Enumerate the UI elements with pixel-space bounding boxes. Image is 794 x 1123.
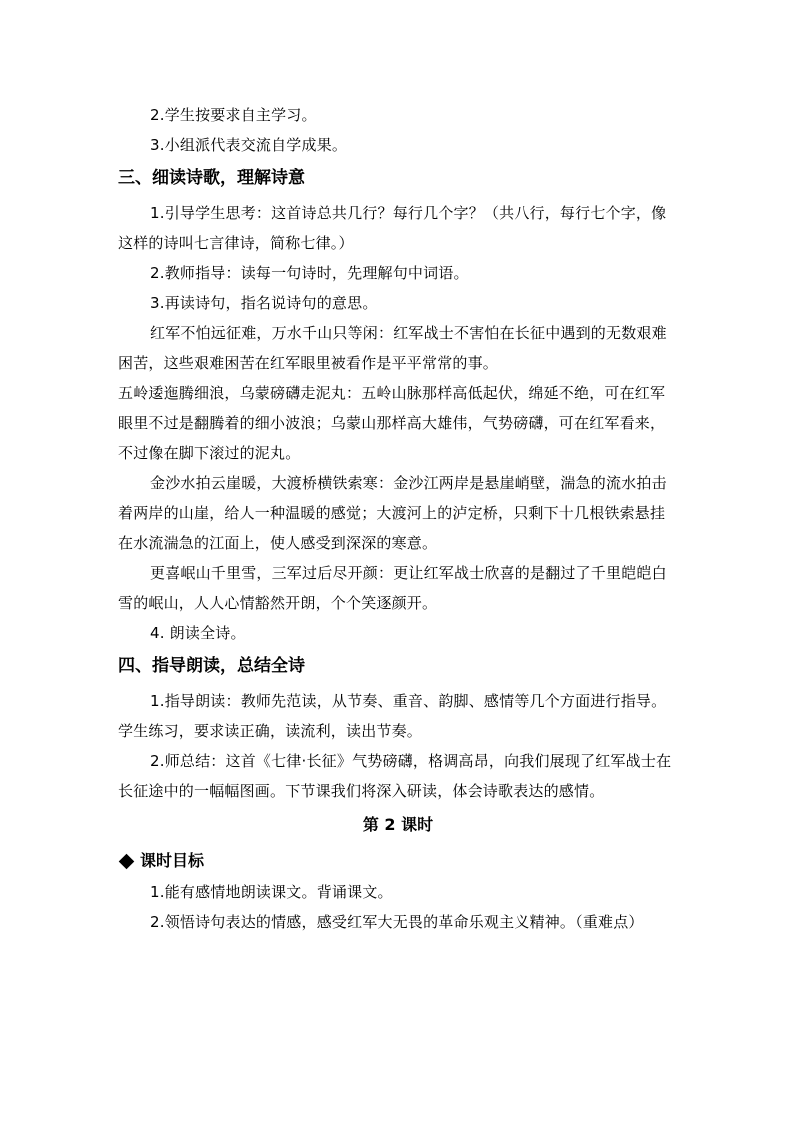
block-text: 1.能有感情地朗读课文。背诵课文。 [150, 883, 393, 901]
block-text: 更喜岷山千里雪，三军过后尽开颜：更让红军战士欣喜的是翻过了千里皑皑白雪的岷山，人人心情豁然开朗，个个笑逐颜开。 [118, 564, 667, 612]
goal-heading [118, 845, 678, 877]
paragraph [118, 907, 678, 937]
block-text: 课时目标 [140, 851, 205, 870]
diamond-bullet-icon [119, 853, 135, 869]
paragraph [118, 468, 678, 558]
paragraph [118, 686, 678, 746]
block-text: 四、指导朗读，总结全诗 [118, 656, 305, 676]
block-text: 2.教师指导：读每一句诗时，先理解句中词语。 [150, 264, 469, 282]
block-text: 4. 朗读全诗。 [150, 624, 246, 642]
block-text: 2.领悟诗句表达的情感，感受红军大无畏的革命乐观主义精神。（重难点） [150, 913, 644, 931]
document-body [118, 100, 678, 937]
paragraph [118, 318, 678, 378]
block-text: 2.学生按要求自主学习。 [150, 106, 317, 124]
paragraph [118, 558, 678, 618]
paragraph [118, 618, 678, 648]
paragraph [118, 877, 678, 907]
block-text: 3.再读诗句，指名说诗句的意思。 [150, 294, 378, 312]
block-text: 红军不怕远征难，万水千山只等闲：红军战士不害怕在长征中遇到的无数艰难困苦，这些艰难困苦在红军眼里被看作是平平常常的事。 [118, 324, 667, 372]
block-text: 1.指导朗读：教师先范读，从节奏、重音、韵脚、感情等几个方面进行指导。学生练习，要求读正确，读流利，读出节奏。 [118, 692, 667, 740]
paragraph [118, 746, 678, 806]
block-text: 1.引导学生思考：这首诗总共几行？每行几个字？（共八行，每行七个字，像这样的诗叫七言律诗，简称七律。） [118, 204, 667, 252]
block-text: 金沙水拍云崖暖，大渡桥横铁索寒：金沙江两岸是悬崖峭壁，湍急的流水拍击着两岸的山崖，给人一种温暖的感觉；大渡河上的泸定桥，只剩下十几根铁索悬挂在水流湍急的江面上，使人感受到深深的寒意。 [118, 474, 667, 552]
block-text: 五岭逶迤腾细浪，乌蒙磅礴走泥丸：五岭山脉那样高低起伏，绵延不绝，可在红军眼里不过是翻腾着的细小波浪；乌蒙山那样高大雄伟，气势磅礴，可在红军看来，不过像在脚下滚过的泥丸。 [118, 384, 666, 462]
paragraph [118, 198, 678, 258]
block-text: 2.师总结：这首《七律·长征》气势磅礴，格调高昂，向我们展现了红军战士在长征途中的一幅幅图画。下节课我们将深入研读，体会诗歌表达的感情。 [118, 752, 672, 800]
paragraph [118, 130, 678, 160]
paragraph [118, 100, 678, 130]
paragraph [118, 258, 678, 288]
paragraph [118, 378, 678, 468]
block-text: 3.小组派代表交流自学成果。 [150, 136, 348, 154]
lesson-title [118, 808, 678, 841]
paragraph [118, 288, 678, 318]
section-heading [118, 162, 678, 195]
block-text: 三、细读诗歌，理解诗意 [118, 168, 305, 188]
block-text: 第 2 课时 [362, 815, 434, 834]
section-heading [118, 650, 678, 683]
